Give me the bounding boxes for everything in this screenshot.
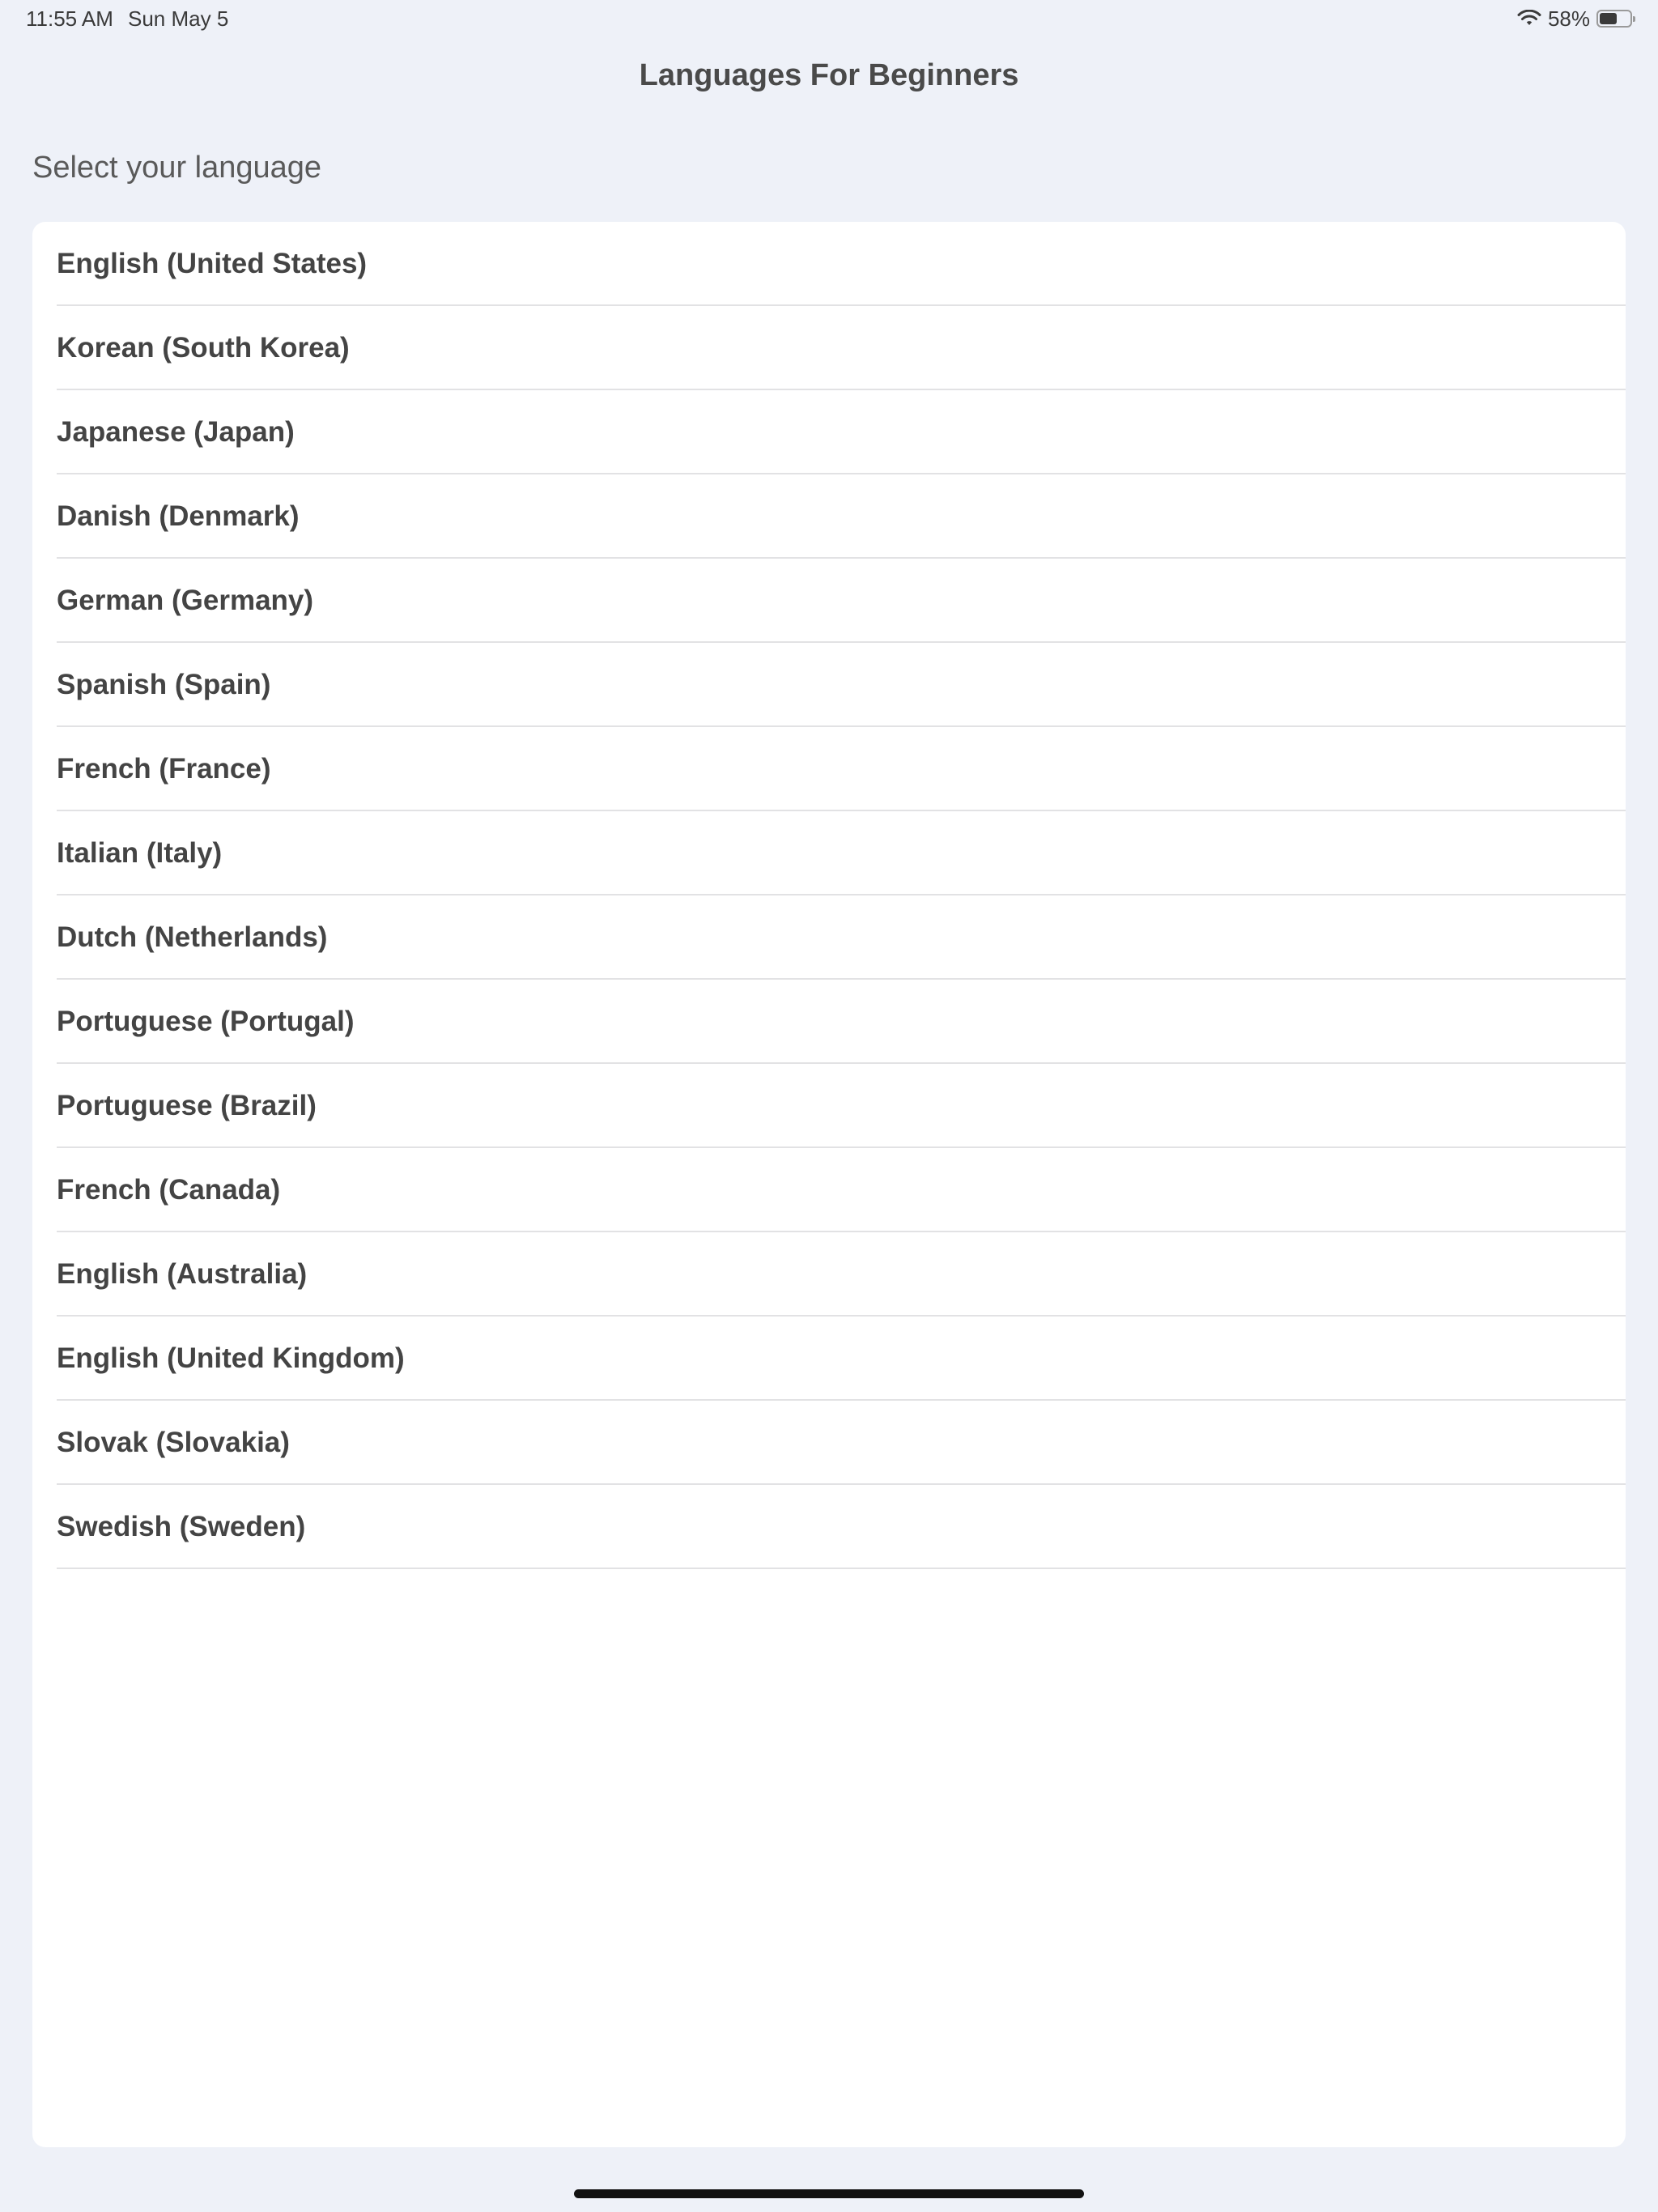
language-label: Portuguese (Portugal) bbox=[57, 1006, 355, 1037]
battery-percentage: 58% bbox=[1547, 6, 1590, 31]
language-list-item[interactable] bbox=[32, 727, 1626, 811]
status-time: 11:55 AM bbox=[26, 6, 113, 31]
language-label: English (Australia) bbox=[57, 1258, 308, 1290]
language-list-card bbox=[32, 222, 1626, 2147]
language-label: German (Germany) bbox=[57, 585, 314, 616]
battery-icon bbox=[1596, 10, 1632, 28]
language-label: Japanese (Japan) bbox=[57, 416, 295, 448]
language-list-item[interactable] bbox=[32, 306, 1626, 390]
language-label: Swedish (Sweden) bbox=[57, 1511, 306, 1542]
language-label: English (United States) bbox=[57, 248, 368, 279]
language-list-item[interactable] bbox=[32, 1064, 1626, 1148]
language-list-item[interactable] bbox=[32, 390, 1626, 474]
language-label: Portuguese (Brazil) bbox=[57, 1090, 317, 1121]
language-list bbox=[32, 222, 1626, 1569]
language-list-item[interactable] bbox=[32, 811, 1626, 895]
language-list-item[interactable] bbox=[32, 895, 1626, 980]
status-bar bbox=[0, 0, 1658, 39]
language-label: Italian (Italy) bbox=[57, 837, 223, 869]
language-list-item[interactable] bbox=[32, 1401, 1626, 1485]
language-label: Spanish (Spain) bbox=[57, 669, 271, 700]
language-label: English (United Kingdom) bbox=[57, 1342, 405, 1374]
language-list-item[interactable] bbox=[32, 474, 1626, 559]
language-label: French (France) bbox=[57, 753, 271, 785]
language-list-item[interactable] bbox=[32, 1317, 1626, 1401]
battery-level-fill bbox=[1600, 13, 1617, 24]
language-list-item[interactable] bbox=[32, 1232, 1626, 1317]
home-indicator[interactable] bbox=[574, 2189, 1084, 2198]
language-list-item[interactable] bbox=[32, 980, 1626, 1064]
language-list-item[interactable] bbox=[32, 559, 1626, 643]
section-header: Select your language bbox=[32, 151, 322, 185]
language-label: Korean (South Korea) bbox=[57, 332, 350, 364]
status-indicators bbox=[1517, 6, 1632, 31]
language-label: Dutch (Netherlands) bbox=[57, 921, 328, 953]
wifi-icon bbox=[1517, 10, 1541, 28]
language-label: French (Canada) bbox=[57, 1174, 281, 1206]
language-label: Slovak (Slovakia) bbox=[57, 1427, 290, 1458]
status-date: Sun May 5 bbox=[128, 6, 229, 31]
language-list-item[interactable] bbox=[32, 643, 1626, 727]
page-title: Languages For Beginners bbox=[639, 58, 1019, 92]
language-list-item[interactable] bbox=[32, 1148, 1626, 1232]
language-label: Danish (Denmark) bbox=[57, 500, 300, 532]
language-list-item[interactable] bbox=[32, 1485, 1626, 1569]
language-list-item[interactable] bbox=[32, 222, 1626, 306]
